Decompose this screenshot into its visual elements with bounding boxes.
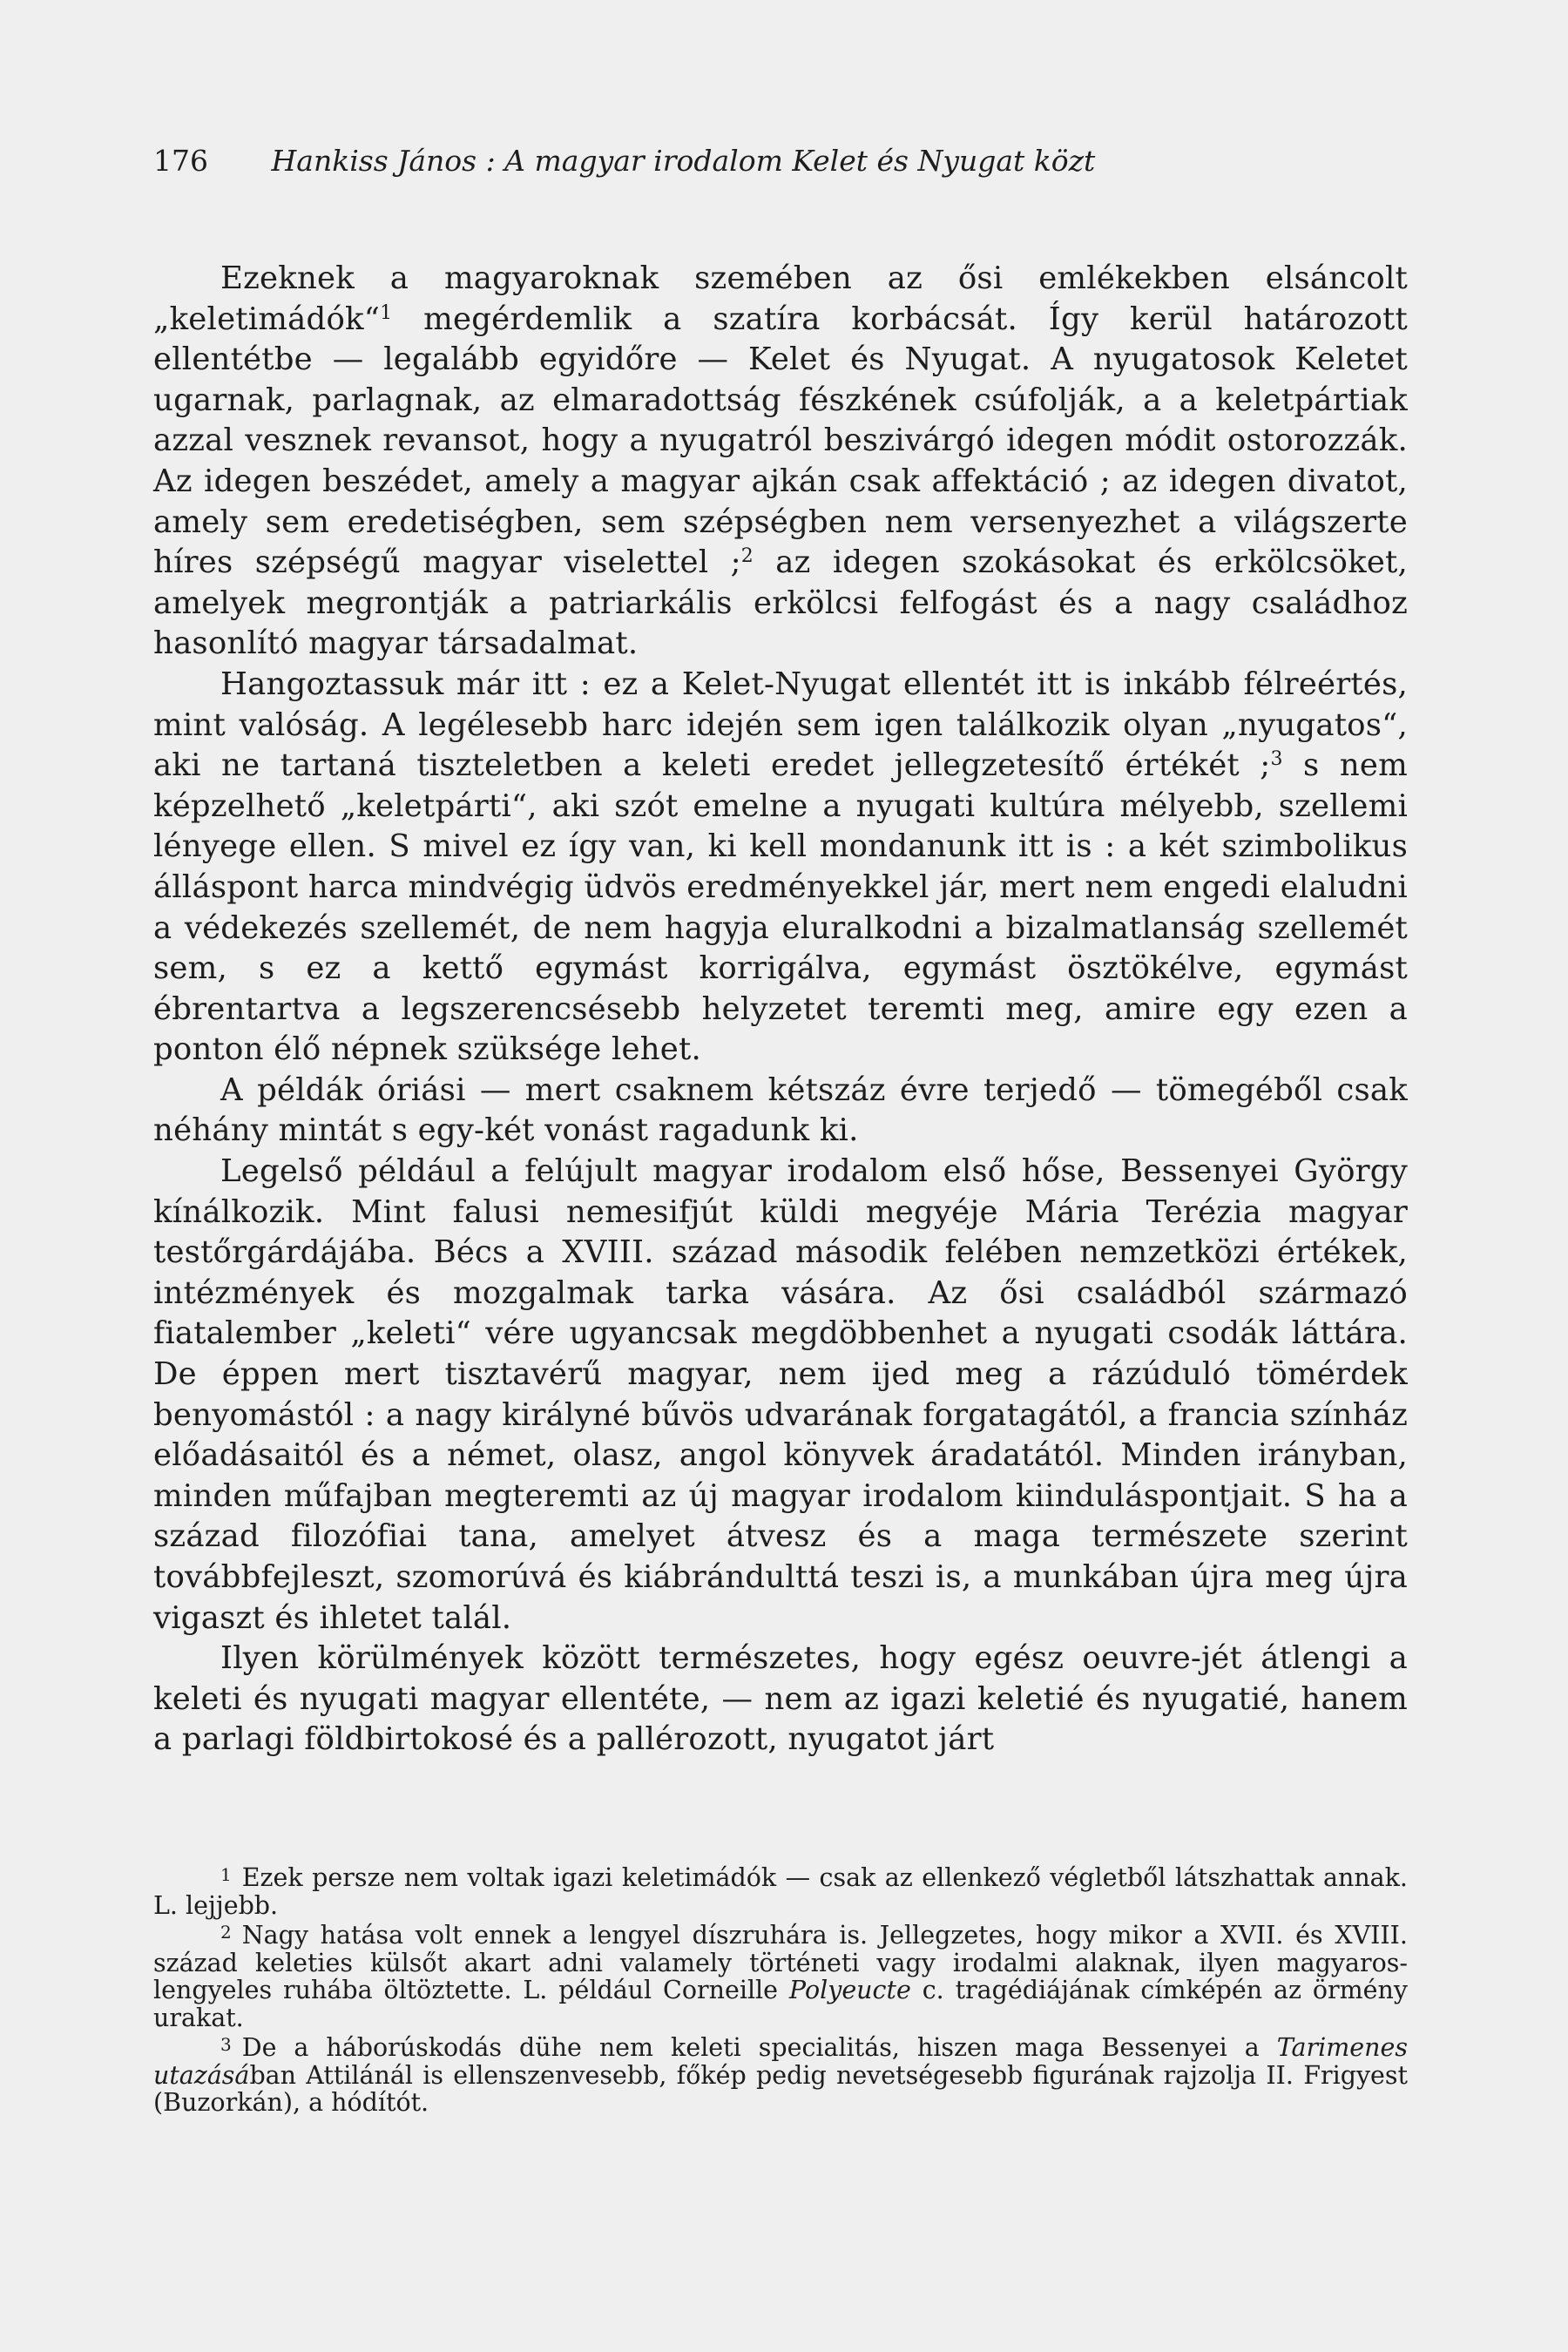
paragraph-4: Legelső például a felújult magyar irodalom első hőse, Bessenyei György kínálkozik. Mint falusi nemesifjút küldi megyéje Mária Terézia magyar testőrgárdájába. Bécs a XVIII. század második felében nemzetközi értékek, intézmények és mozgalmak tarka vására. Az ősi családból származó fiatalember „keleti“ vére ugyancsak megdöbbenhet a nyugati csodák láttára. De éppen mert tisztavérű magyar, nem ijed meg a rázúduló tömérdek benyomástól : a nagy királyné bűvös udvarának forgatagától, a francia színház előadásaitól és a német, olasz, angol könyvek áradatától. Minden irányban, minden műfajban megteremti az új magyar irodalom kiinduláspontjait. S ha a század filozófiai tana, amelyet átvesz és a maga természete szerint továbbfejleszt, szomorúvá és kiábrándulttá teszi is, a munkában újra meg újra vigaszt és ihletet talál. — [153, 1153, 1408, 1636]
footnote-mark: 3 — [220, 2034, 232, 2055]
footnote-ref-2: 2 — [740, 545, 754, 568]
footnote-ref-3: 3 — [1270, 748, 1283, 771]
page-header — [153, 144, 1408, 179]
page-number: 176 — [153, 144, 208, 178]
footnote-ref-1: 1 — [380, 301, 393, 324]
footnote-mark: 1 — [220, 1864, 232, 1885]
footnotes — [153, 1862, 1408, 2117]
paragraph-5: Ilyen körülmények között természetes, hogy egész oeuvre-jét átlengi a keleti és nyugati magyar ellentéte, — nem az igazi keletié és nyugatié, hanem a parlagi földbirtokosé és a pallérozott, nyugatot járt — [153, 1640, 1408, 1758]
footnote-mark: 2 — [220, 1922, 232, 1943]
body-text — [153, 259, 1408, 1761]
paragraph-2: Hangoztassuk már itt : ez a Kelet-Nyugat ellentét itt is inkább félreértés, mint valóság. A legélesebb harc idején sem igen találkozik olyan „nyugatos“, aki ne tartaná tiszteletben a keleti eredet jellegzetesítő értékét ;$^3$ s nem képzelhető „keletpárti“, aki szót emelne a nyugati kultúra mélyebb, szellemi lényege ellen. S mivel ez így van, ki kell mondanunk itt is : a két szimbolikus álláspont harca mindvégig üdvös eredményekkel jár, mert nem engedi elaludni a védekezés szellemét, de nem hagyja eluralkodni a bizalmatlanság szellemét sem, s ez a kettő egymást korrigálva, egymást ösztökélve, egymást ébrentartva a legszerencsésebb helyzetet teremti meg, amire egy ezen a ponton élő népnek szüksége lehet. — [153, 666, 1408, 1068]
paragraph-3: A példák óriási — mert csaknem kétszáz évre terjedő — tömegéből csak néhány mintát s egy-két vonást ragadunk ki. — [153, 1071, 1408, 1149]
footnote-1: $^1$ Ezek persze nem voltak igazi keletimádók — csak az ellenkező végletből látszhattak annak. L. lejjebb. — [153, 1863, 1408, 1920]
footnote-3: $^3$ De a háborúskodás dühe nem keleti specialitás, hiszen maga Bessenyei a Tarimenes utazásában Attilánál is ellenszenvesebb, főkép pedig nevetségesebb figurának rajzolja II. Frigyest (Buzorkán), a hódítót. — [153, 2033, 1408, 2117]
paragraph-1: Ezeknek a magyaroknak szemében az ősi emlékekben elsáncolt „keletimádók“$^1$ megérdemlik a szatíra korbácsát. Így kerül határozott ellentétbe — legalább egyidőre — Kelet és Nyugat. A nyugatosok Keletet ugarnak, parlagnak, az elmaradottság fészkének csúfolják, a a keletpártiak azzal vesznek revansot, hogy a nyugatról beszivárgó idegen módit ostorozzák. Az idegen beszédet, amely a magyar ajkán csak affektáció ; az idegen divatot, amely sem eredetiségben, sem szépségben nem versenyezhet a világszerte híres szépségű magyar viselettel ;$^2$ az idegen szokásokat és erkölcsöket, amelyek megrontják a patriarkális erkölcsi felfogást és a nagy családhoz hasonlító magyar társadalmat. — [153, 260, 1409, 662]
footnote-2: $^2$ Nagy hatása volt ennek a lengyel díszruhára is. Jellegzetes, hogy mikor a XVII. és XVIII. század keleties külsőt akart adni valamely történeti vagy irodalmi alaknak, ilyen magyaros-lengyeles ruhába öltöztette. L. például Corneille Polyeucte c. tragédiájának címképén az örmény urakat. — [153, 1921, 1408, 2032]
running-title: Hankiss János : A magyar irodalom Kelet és Nyugat közt — [271, 144, 1096, 178]
